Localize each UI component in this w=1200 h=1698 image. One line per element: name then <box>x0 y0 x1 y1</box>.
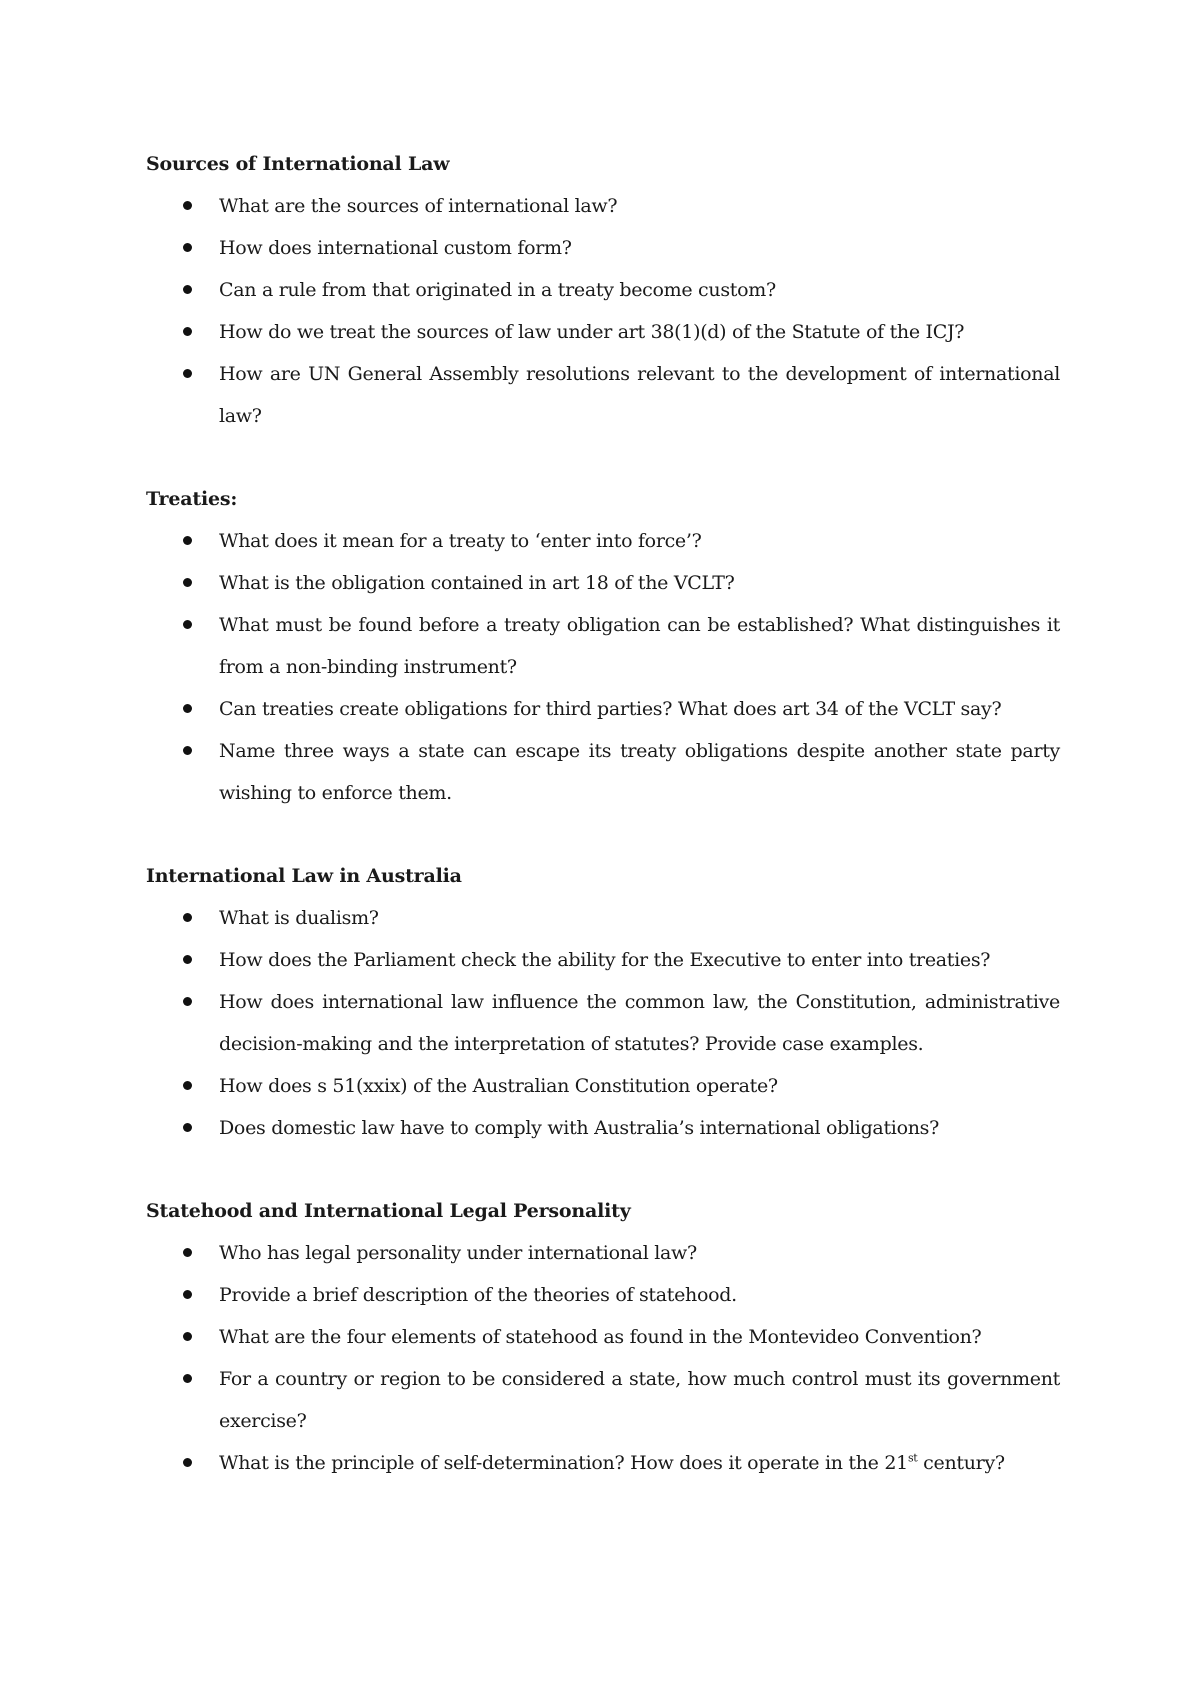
question-list <box>146 520 1060 814</box>
question-item <box>146 520 1060 562</box>
question-text: How does the Parliament check the ability for the Executive to enter into treaties? <box>219 949 991 971</box>
section-heading: Sources of International Law <box>146 153 450 175</box>
question-item <box>146 1107 1060 1149</box>
question-item <box>146 604 1060 688</box>
question-text: Can treaties create obligations for third parties? What does art 34 of the VCLT say? <box>219 698 1002 720</box>
question-text: What is the obligation contained in art 18 of the VCLT? <box>219 572 735 594</box>
question-item <box>146 1274 1060 1316</box>
bullet-icon <box>183 536 192 545</box>
question-list <box>146 897 1060 1149</box>
section-statehood <box>146 1190 1060 1484</box>
question-text: What must be found before a treaty obligation can be established? What distinguishes it from a non-binding instrument? <box>219 614 1060 678</box>
question-text: How does s 51(xxix) of the Australian Constitution operate? <box>219 1075 778 1097</box>
bullet-icon <box>183 913 192 922</box>
question-item <box>146 185 1060 227</box>
bullet-icon <box>183 1458 192 1467</box>
question-list <box>146 1232 1060 1484</box>
question-text-main: What is the principle of self-determination? How does it operate in the 21 <box>219 1452 908 1474</box>
bullet-icon <box>183 201 192 210</box>
question-item <box>146 1232 1060 1274</box>
section-heading: International Law in Australia <box>146 865 462 887</box>
document-page <box>146 143 1060 1525</box>
question-text: Name three ways a state can escape its treaty obligations despite another state party wishing to enforce them. <box>219 740 1060 804</box>
question-text: Does domestic law have to comply with Australia’s international obligations? <box>219 1117 939 1139</box>
bullet-icon <box>183 620 192 629</box>
bullet-icon <box>183 369 192 378</box>
question-text <box>219 1452 1005 1474</box>
bullet-icon <box>183 1081 192 1090</box>
question-item <box>146 269 1060 311</box>
bullet-icon <box>183 746 192 755</box>
question-text: What are the sources of international law? <box>219 195 618 217</box>
question-item <box>146 353 1060 437</box>
question-text-end: century? <box>917 1452 1005 1474</box>
section-international-law-australia <box>146 855 1060 1149</box>
bullet-icon <box>183 1374 192 1383</box>
section-treaties <box>146 478 1060 814</box>
ordinal-superscript: st <box>907 1451 918 1465</box>
question-text: How are UN General Assembly resolutions relevant to the development of international law? <box>219 363 1060 427</box>
question-item <box>146 227 1060 269</box>
bullet-icon <box>183 1290 192 1299</box>
section-sources <box>146 143 1060 437</box>
bullet-icon <box>183 1332 192 1341</box>
question-item <box>146 897 1060 939</box>
bullet-icon <box>183 1123 192 1132</box>
question-item <box>146 311 1060 353</box>
question-text: How does international custom form? <box>219 237 572 259</box>
question-text: For a country or region to be considered a state, how much control must its government exercise? <box>219 1368 1060 1432</box>
question-text: Who has legal personality under international law? <box>219 1242 697 1264</box>
bullet-icon <box>183 285 192 294</box>
bullet-icon <box>183 578 192 587</box>
question-item <box>146 939 1060 981</box>
bullet-icon <box>183 243 192 252</box>
question-item <box>146 730 1060 814</box>
question-text: What is dualism? <box>219 907 379 929</box>
question-text: Can a rule from that originated in a treaty become custom? <box>219 279 776 301</box>
bullet-icon <box>183 704 192 713</box>
bullet-icon <box>183 997 192 1006</box>
question-item <box>146 981 1060 1065</box>
question-item <box>146 1316 1060 1358</box>
question-text: How does international law influence the common law, the Constitution, administrative decision-making and the interpretation of statutes? Provide case examples. <box>219 991 1060 1055</box>
bullet-icon <box>183 1248 192 1257</box>
question-text: What does it mean for a treaty to ‘enter into force’? <box>219 530 702 552</box>
section-heading: Statehood and International Legal Personality <box>146 1200 631 1222</box>
bullet-icon <box>183 955 192 964</box>
question-item <box>146 1065 1060 1107</box>
question-item <box>146 1358 1060 1442</box>
question-text: How do we treat the sources of law under art 38(1)(d) of the Statute of the ICJ? <box>219 321 965 343</box>
question-item <box>146 562 1060 604</box>
bullet-icon <box>183 327 192 336</box>
section-heading: Treaties: <box>146 488 238 510</box>
question-item <box>146 688 1060 730</box>
question-text: Provide a brief description of the theories of statehood. <box>219 1284 737 1306</box>
question-item <box>146 1442 1060 1484</box>
question-text: What are the four elements of statehood as found in the Montevideo Convention? <box>219 1326 982 1348</box>
question-list <box>146 185 1060 437</box>
